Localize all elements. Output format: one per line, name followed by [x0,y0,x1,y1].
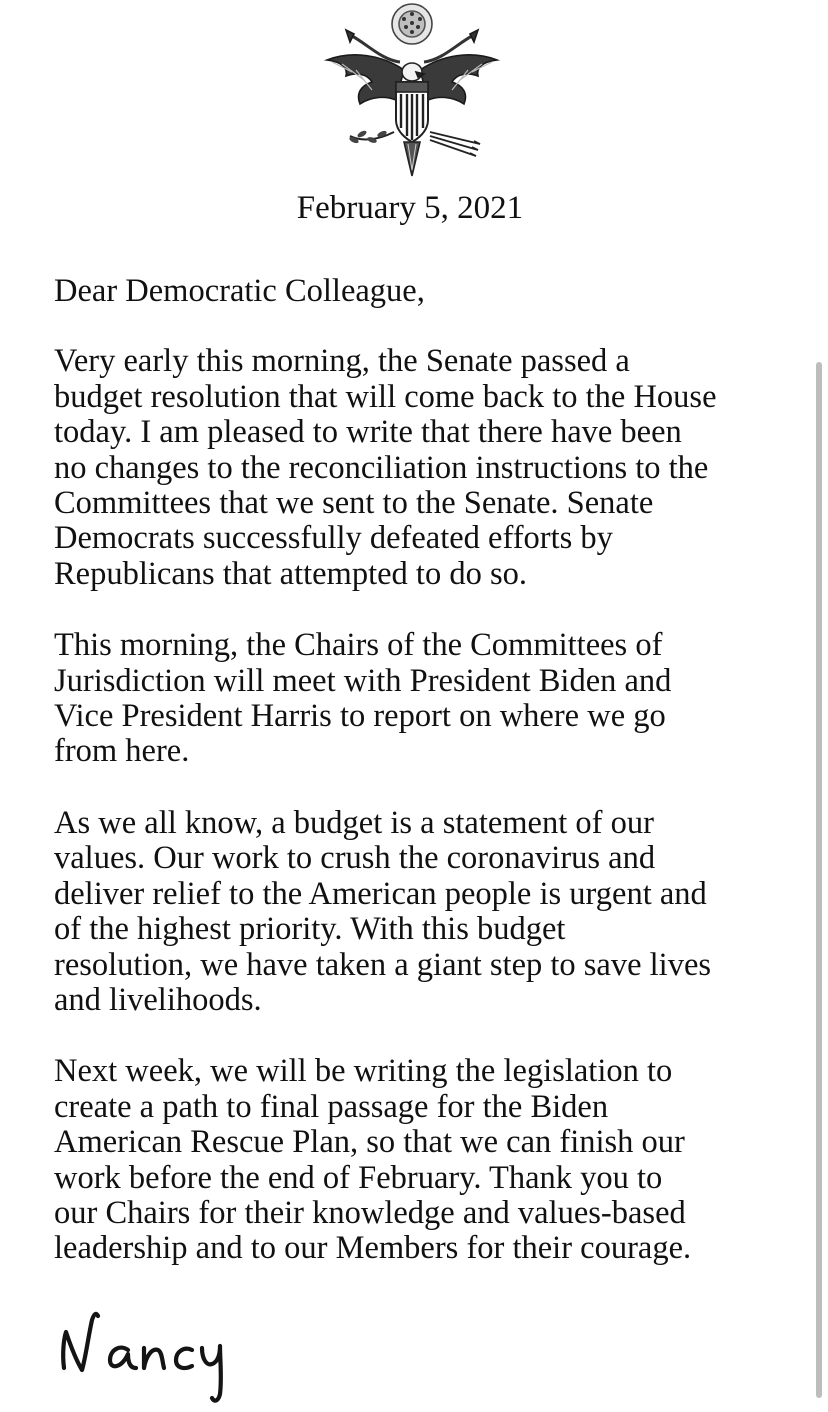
paragraph-line: Jurisdiction will meet with President Biden and [54,662,672,699]
paragraph-line: resolution, we have taken a giant step to save lives [54,946,712,983]
paragraph-line: budget resolution that will come back to the House [54,378,717,415]
letter-date: February 5, 2021 [296,190,524,226]
paragraph-line: today. I am pleased to write that there have been [54,414,682,451]
paragraph-line: Vice President Harris to report on where we go [54,698,666,735]
paragraph-line: from here. [54,733,190,770]
paragraph-3 [54,806,814,1018]
paragraph-line: American Rescue Plan, so that we can finish our [54,1124,685,1161]
paragraph-line: Committees that we sent to the Senate. Senate [54,485,654,522]
paragraph-line: values. Our work to crush the coronavirus and [54,840,656,877]
paragraph-2 [54,628,814,770]
paragraph-line: leadership and to our Members for their courage. [54,1230,692,1267]
paragraph-4 [54,1054,814,1266]
letter-body [54,274,814,1303]
paragraph-line: Very early this morning, the Senate passed a [54,343,630,380]
paragraph-line: As we all know, a budget is a statement of our [54,804,654,841]
paragraph-line: create a path to final passage for the Biden [54,1088,609,1125]
scrollbar[interactable] [816,362,822,1398]
paragraph-line: Republicans that attempted to do so. [54,555,527,592]
paragraph-line: deliver relief to the American people is urgent and [54,875,707,912]
paragraph-line: work before the end of February. Thank you to [54,1159,663,1196]
paragraph-line: Democrats successfully defeated efforts by [54,520,613,557]
salutation: Dear Democratic Colleague, [54,273,425,309]
great-seal-eagle-icon [312,0,512,188]
paragraph-line: of the highest priority. With this budget [54,911,566,948]
paragraph-line: Next week, we will be writing the legislation to [54,1053,673,1090]
paragraph-line: no changes to the reconciliation instructions to the [54,449,709,486]
signature [52,1298,292,1408]
paragraph-line: our Chairs for their knowledge and values-based [54,1194,686,1231]
paragraph-line: This morning, the Chairs of the Committees of [54,627,663,664]
paragraph-line: and livelihoods. [54,981,262,1018]
paragraph-1 [54,344,814,592]
